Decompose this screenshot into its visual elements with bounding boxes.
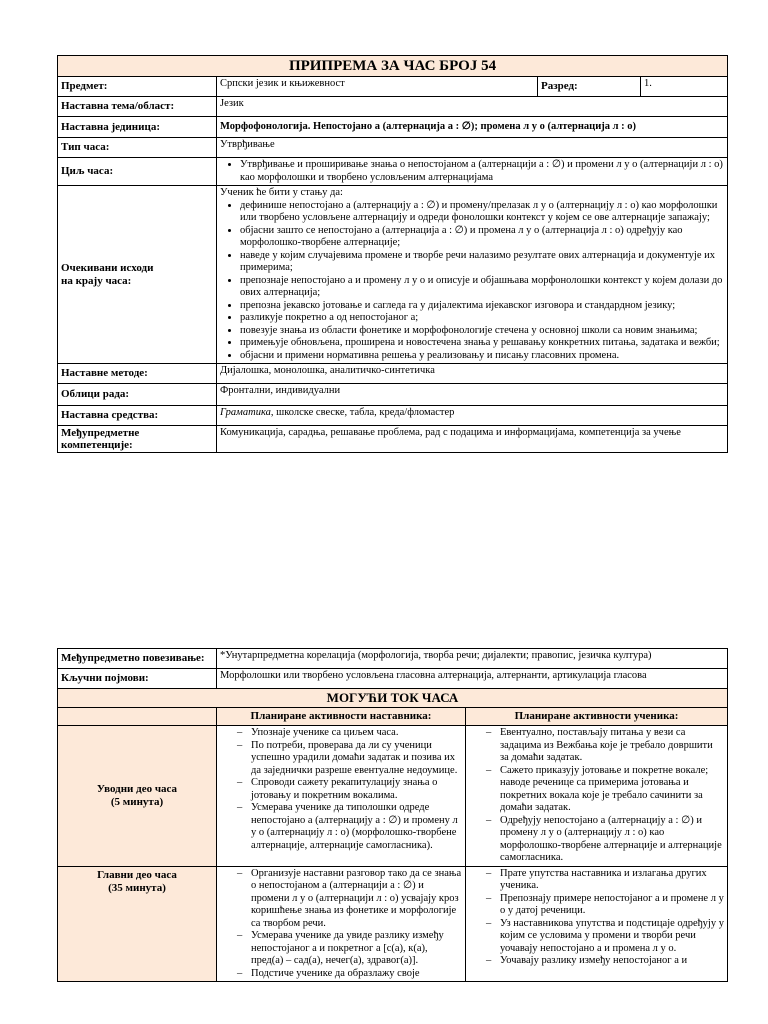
list-item: – Евентуално, постављају питања у вези са задацима из Вежбања које је требало довршити за домаћи задатак. bbox=[500, 727, 724, 765]
outcome-item: • наведе у којим случајевима промене и творбе речи налазимо резултате ових алтернација и документује их примерима; bbox=[240, 250, 724, 275]
goal-item: • Утврђивање и проширивање знања о непостојаном а (алтернацији а : ∅) и промени л у о (алтернацији л : о) као морфолошки и творбено условљеним алтернацијама bbox=[240, 159, 724, 184]
means-value bbox=[217, 406, 728, 426]
teacher-activities-header: Планиране активности наставника: bbox=[217, 708, 466, 726]
flow-title: МОГУЋИ ТОК ЧАСА bbox=[58, 689, 728, 708]
list-item: – Упознаје ученике са циљем часа. bbox=[251, 727, 462, 740]
outcome-item: • препознаје непостојано а и промену л у о и описује и објашњава морфонолошки контекст у којем долази до ових алтернација; bbox=[240, 275, 724, 300]
lesson-flow-table bbox=[57, 648, 728, 982]
grade-label: Разред: bbox=[538, 77, 641, 97]
outcome-item: • примењује обновљена, проширена и новостечена знања у решавању конкретних питања, задатака и вежби; bbox=[240, 337, 724, 350]
unit-value: Морфофонологија. Непостојано а (алтернација а : ∅); промена л у о (алтернација л : о) bbox=[217, 117, 728, 138]
main-student-cell bbox=[466, 866, 728, 982]
key-terms-label: Кључни појмови: bbox=[58, 669, 217, 689]
links-label: Међупредметно повезивање: bbox=[58, 649, 217, 669]
list-item: – Препознају примере непостојаног а и промене л у о у датој реченици. bbox=[500, 893, 724, 918]
empty-corner-cell bbox=[58, 708, 217, 726]
outcome-item: • разликује покретно а од непостојаног а; bbox=[240, 312, 724, 325]
forms-value: Фронтални, индивидуални bbox=[217, 384, 728, 406]
outcomes-label-line1: Очекивани исходи bbox=[61, 262, 154, 274]
competences-label: Међупредметне компетенције: bbox=[58, 426, 217, 453]
main-teacher-cell bbox=[217, 866, 466, 982]
list-item: – Усмерава ученике да увиде разлику између непостојаног а и покретног а [с(а), к(а), пред(а) – сад(а), нечег(а), здравог(а)]. bbox=[251, 930, 462, 968]
main-phase-title: Главни део часа bbox=[97, 868, 177, 881]
goal-label: Циљ часа: bbox=[58, 158, 217, 186]
intro-phase-title: Уводни део часа bbox=[96, 782, 178, 795]
lesson-plan-table bbox=[57, 55, 728, 453]
goal-value bbox=[217, 158, 728, 186]
means-rest: , школске свеске, табла, креда/фломастер bbox=[270, 407, 455, 418]
main-teacher-list bbox=[237, 868, 462, 981]
outcomes-list bbox=[220, 200, 724, 363]
list-item: – Уз наставникова упутства и подстицаје одређују у којим се условима у промени и творби речи уочавају непостојано а и промена л у о. bbox=[500, 918, 724, 956]
links-value: *Унутарпредметна корелација (морфологија, творба речи; дијалекти; правопис, језичка култура) bbox=[217, 649, 728, 669]
intro-phase-duration: (5 минута) bbox=[110, 795, 164, 808]
means-book-title: Граматика bbox=[220, 407, 271, 418]
student-activities-header: Планиране активности ученика: bbox=[466, 708, 728, 726]
page-title: ПРИПРЕМА ЗА ЧАС БРОЈ 54 bbox=[58, 56, 728, 77]
type-value: Утврђивање bbox=[217, 138, 728, 158]
outcome-item: • објасни и примени нормативна решења у реализовању и писању гласовних промена. bbox=[240, 350, 724, 363]
intro-student-cell bbox=[466, 726, 728, 867]
list-item: – Прате упутства наставника и излагања других ученика. bbox=[500, 868, 724, 893]
methods-label: Наставне методе: bbox=[58, 364, 217, 384]
list-item: – Спроводи сажету рекапитулацију знања о јотовању и покретним вокалима. bbox=[251, 777, 462, 802]
outcome-item: • објасни зашто се непостојано а (алтернација а : ∅) и промена л у о (алтернација л : о) одређују као морфолошко-творбене алтернације; bbox=[240, 225, 724, 250]
outcomes-label-line2: на крају часа: bbox=[61, 274, 132, 287]
list-item: – Подстиче ученике да образлажу своје bbox=[251, 968, 462, 981]
goal-list bbox=[220, 159, 724, 184]
outcome-item: • повезује знања из области фонетике и морфофонологије стечена у основној школи са новим знањима; bbox=[240, 325, 724, 338]
competences-value: Комуникација, сарадња, решавање проблема, рад с подацима и информацијама, компетенција за учење bbox=[217, 426, 728, 453]
grade-value: 1. bbox=[641, 77, 728, 97]
outcomes-value bbox=[217, 186, 728, 364]
intro-student-list bbox=[486, 727, 724, 865]
list-item: – Уочавају разлику између непостојаног а и bbox=[500, 955, 724, 968]
topic-label: Наставна тема/област: bbox=[58, 97, 217, 117]
main-phase bbox=[58, 866, 217, 982]
outcomes-label bbox=[58, 186, 217, 364]
list-item: – Усмерава ученике да типолошки одреде непостојано а (алтернацију а : ∅) и промену л у о (алтернацију л : о) (морфолошко-творбене алтернације, алтернације самогласника). bbox=[251, 802, 462, 852]
intro-teacher-cell bbox=[217, 726, 466, 867]
outcome-item: • дефинише непостојано а (алтернацију а : ∅) и промену/прелазак л у о (алтернацију л : о) као морфолошки или творбено условљене алтернацију и одреди фонолошки контекст у којем се ове алтернације запажају; bbox=[240, 200, 724, 225]
main-phase-duration: (35 минута) bbox=[108, 881, 166, 894]
subject-label: Предмет: bbox=[58, 77, 217, 97]
means-label: Наставна средства: bbox=[58, 406, 217, 426]
methods-value: Дијалошка, монолошка, аналитичко-синтетичка bbox=[217, 364, 728, 384]
topic-value: Језик bbox=[217, 97, 728, 117]
list-item: – Одређују непостојано а (алтернацију а : ∅) и промену л у о (алтернацију л : о) као морфолошко-творбене алтернације и алтернације самогласника. bbox=[500, 815, 724, 865]
type-label: Тип часа: bbox=[58, 138, 217, 158]
subject-value: Српски језик и књижевност bbox=[217, 77, 538, 97]
list-item: – Организује наставни разговор тако да се знања о непостојаном а (алтернацији а : ∅) и промени л у о (алтернацији л : о) усвајају кроз коришћење знања из фонетике и морфологије са творбом речи. bbox=[251, 868, 462, 931]
list-item: – Сажето приказују јотовање и покретне вокале; наводе реченице са примерима јотовања и покретних вокала које је требало сачинити за домаћи задатак. bbox=[500, 765, 724, 815]
outcomes-intro: Ученик ће бити у стању да: bbox=[220, 187, 343, 198]
outcome-item: • препозна јекавско јотовање и сагледа га у дијалектима ијекавског изговора и стандардном језику; bbox=[240, 300, 724, 313]
main-student-list bbox=[486, 868, 724, 968]
intro-teacher-list bbox=[237, 727, 462, 852]
unit-label: Наставна јединица: bbox=[58, 117, 217, 138]
list-item: – По потреби, проверава да ли су ученици успешно урадили домаћи задатак и позива их да заједнички разреше евентуалне недоумице. bbox=[251, 740, 462, 778]
forms-label: Облици рада: bbox=[58, 384, 217, 406]
key-terms-value: Морфолошки или творбено условљена гласовна алтернација, алтернанти, артикулација гласова bbox=[217, 669, 728, 689]
intro-phase bbox=[58, 726, 217, 867]
